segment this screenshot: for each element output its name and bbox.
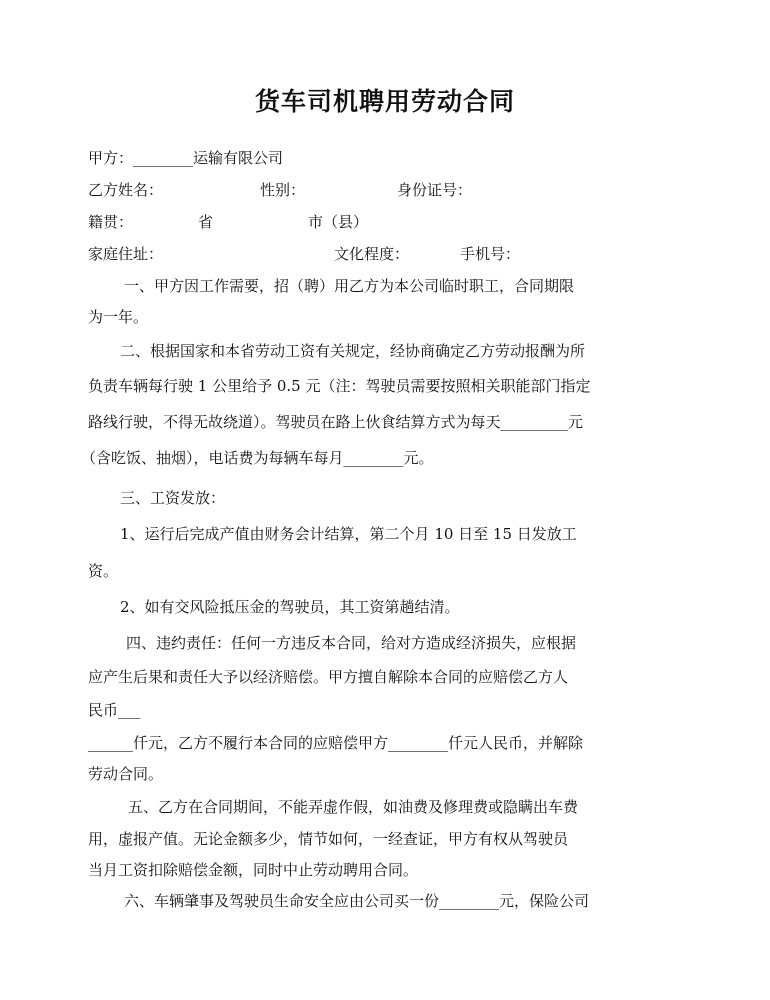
party-a-blank: ________ xyxy=(133,149,194,167)
clause-2-line: 路线行驶，不得无故绕道）。驾驶员在路上伙食结算方式为每天_________元 xyxy=(88,413,584,431)
clause-2-line: 二、根据国家和本省劳动工资有关规定，经协商确定乙方劳动报酬为所 xyxy=(120,342,586,360)
clause-4-line: 应产生后果和责任大予以经济赔偿。甲方擅自解除本合同的应赔偿乙方人 xyxy=(88,668,569,686)
gender-label: 性别： xyxy=(260,181,306,199)
party-a-line xyxy=(88,148,283,168)
education-label: 文化程度： xyxy=(334,245,410,263)
origin-province: 省 xyxy=(198,213,214,231)
clause-5-line: 五、乙方在合同期间，不能弄虚作假，如油费及修理费或隐瞒出车费 xyxy=(128,798,579,816)
clause-1-line: 为一年。 xyxy=(88,308,149,326)
clause-5-line: 当月工资扣除赔偿金额，同时中止劳动聘用合同。 xyxy=(88,861,419,879)
clause-6-line: 六、车辆肇事及驾驶员生命安全应由公司买一份________元，保险公司 xyxy=(124,892,590,910)
clause-5-line: 用，虚报产值。无论金额多少，情节如何，一经查证，甲方有权从驾驶员 xyxy=(88,830,569,848)
party-a-label: 甲方： xyxy=(88,149,134,167)
clause-1-line: 一、甲方因工作需要，招（聘）用乙方为本公司临时职工，合同期限 xyxy=(124,277,575,295)
party-a-suffix: 运输有限公司 xyxy=(193,149,284,167)
clause-4-line: 民币___ xyxy=(88,701,141,719)
clause-4-line: ______仟元，乙方不履行本合同的应赔偿甲方________仟元人民币，并解除 xyxy=(88,734,584,752)
clause-2-line: （含吃饭、抽烟），电话费为每辆车每月________元。 xyxy=(81,449,434,467)
clause-4-line: 劳动合同。 xyxy=(88,765,164,783)
origin-label: 籍贯： xyxy=(88,213,134,231)
clause-3-heading: 三、工资发放： xyxy=(120,489,226,507)
id-number-label: 身份证号： xyxy=(397,181,473,199)
party-b-name-label: 乙方姓名： xyxy=(88,181,164,199)
clause-3-1-line: 1、运行后完成产值由财务会计结算，第二个月 10 日至 15 日发放工 xyxy=(120,525,577,543)
phone-label: 手机号： xyxy=(460,245,521,263)
clause-3-1-line: 资。 xyxy=(88,562,119,580)
clause-2-line: 负责车辆每行驶 1 公里给予 0.5 元（注：驾驶员需要按照相关职能部门指定 xyxy=(88,377,591,395)
origin-city: 市（县） xyxy=(308,213,369,231)
document-title: 货车司机聘用劳动合同 xyxy=(254,87,515,116)
clause-4-line: 四、违约责任：任何一方违反本合同，给对方造成经济损失，应根据 xyxy=(126,634,577,652)
clause-3-2-line: 2、如有交风险抵压金的驾驶员，其工资第趟结清。 xyxy=(120,598,460,616)
address-label: 家庭住址： xyxy=(88,245,164,263)
